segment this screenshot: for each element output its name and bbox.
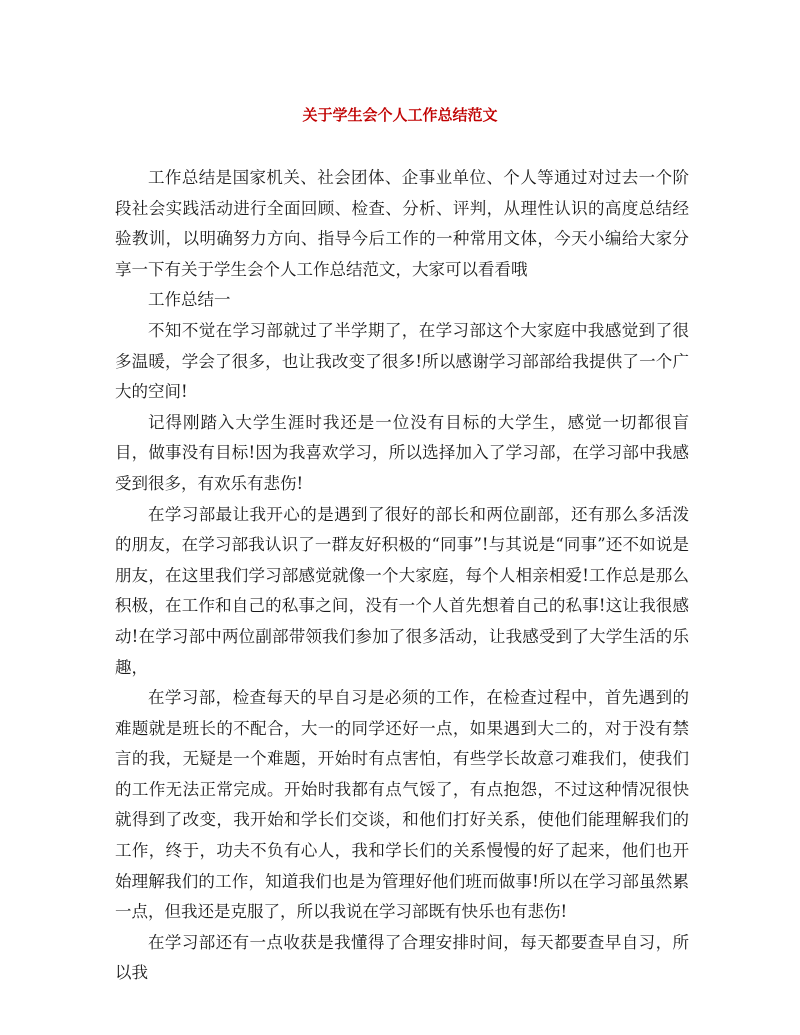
section-heading: 工作总结一 [148, 290, 231, 310]
paragraph: 在学习部还有一点收获是我懂得了合理安排时间，每天都要查早自习，所以我 [115, 932, 689, 983]
paragraph: 在学习部，检查每天的早自习是必须的工作，在检查过程中，首先遇到的难题就是班长的不配合，大一的同学还好一点，如果遇到大二的，对于没有禁言的我，无疑是一个难题，开始时有点害怕，有些学长故意刁难我们，使我们的工作无法正常完成。开始时我都有点气馁了，有点抱怨，不过这种情况很快就得到了改变，我开始和学长们交谈，和他们打好关系，使他们能理解我们的工作，终于，功夫不负有心人，我和学长们的关系慢慢的好了起来，他们也开始理解我们的工作，知道我们也是为管理好他们班而做事!所以在学习部虽然累一点，但我还是克服了，所以我说在学习部既有快乐也有悲伤! [115, 688, 689, 922]
paragraph: 在学习部最让我开心的是遇到了很好的部长和两位副部，还有那么多活泼的朋友，在学习部我认识了一群友好积极的“同事”!与其说是“同事”还不如说是朋友，在这里我们学习部感觉就像一个大家庭，每个人相亲相爱!工作总是那么积极，在工作和自己的私事之间，没有一个人首先想着自己的私事!这让我很感动!在学习部中两位副部带领我们参加了很多活动，让我感受到了大学生活的乐趣， [115, 504, 689, 677]
paragraph: 不知不觉在学习部就过了半学期了，在学习部这个大家庭中我感觉到了很多温暖，学会了很多，也让我改变了很多!所以感谢学习部部给我提供了一个广大的空间! [115, 320, 689, 402]
document-body [115, 163, 689, 989]
document-title: 关于学生会个人工作总结范文 [302, 106, 498, 124]
paragraph-intro: 工作总结是国家机关、社会团体、企事业单位、个人等通过对过去一个阶段社会实践活动进行全面回顾、检查、分析、评判，从理性认识的高度总结经验教训，以明确努力方向、指导今后工作的一种常用文体，今天小编给大家分享一下有关于学生会个人工作总结范文，大家可以看看哦 [115, 168, 689, 279]
paragraph: 记得刚踏入大学生涯时我还是一位没有目标的大学生，感觉一切都很盲目，做事没有目标!因为我喜欢学习，所以选择加入了学习部，在学习部中我感受到很多，有欢乐有悲伤! [115, 412, 689, 493]
